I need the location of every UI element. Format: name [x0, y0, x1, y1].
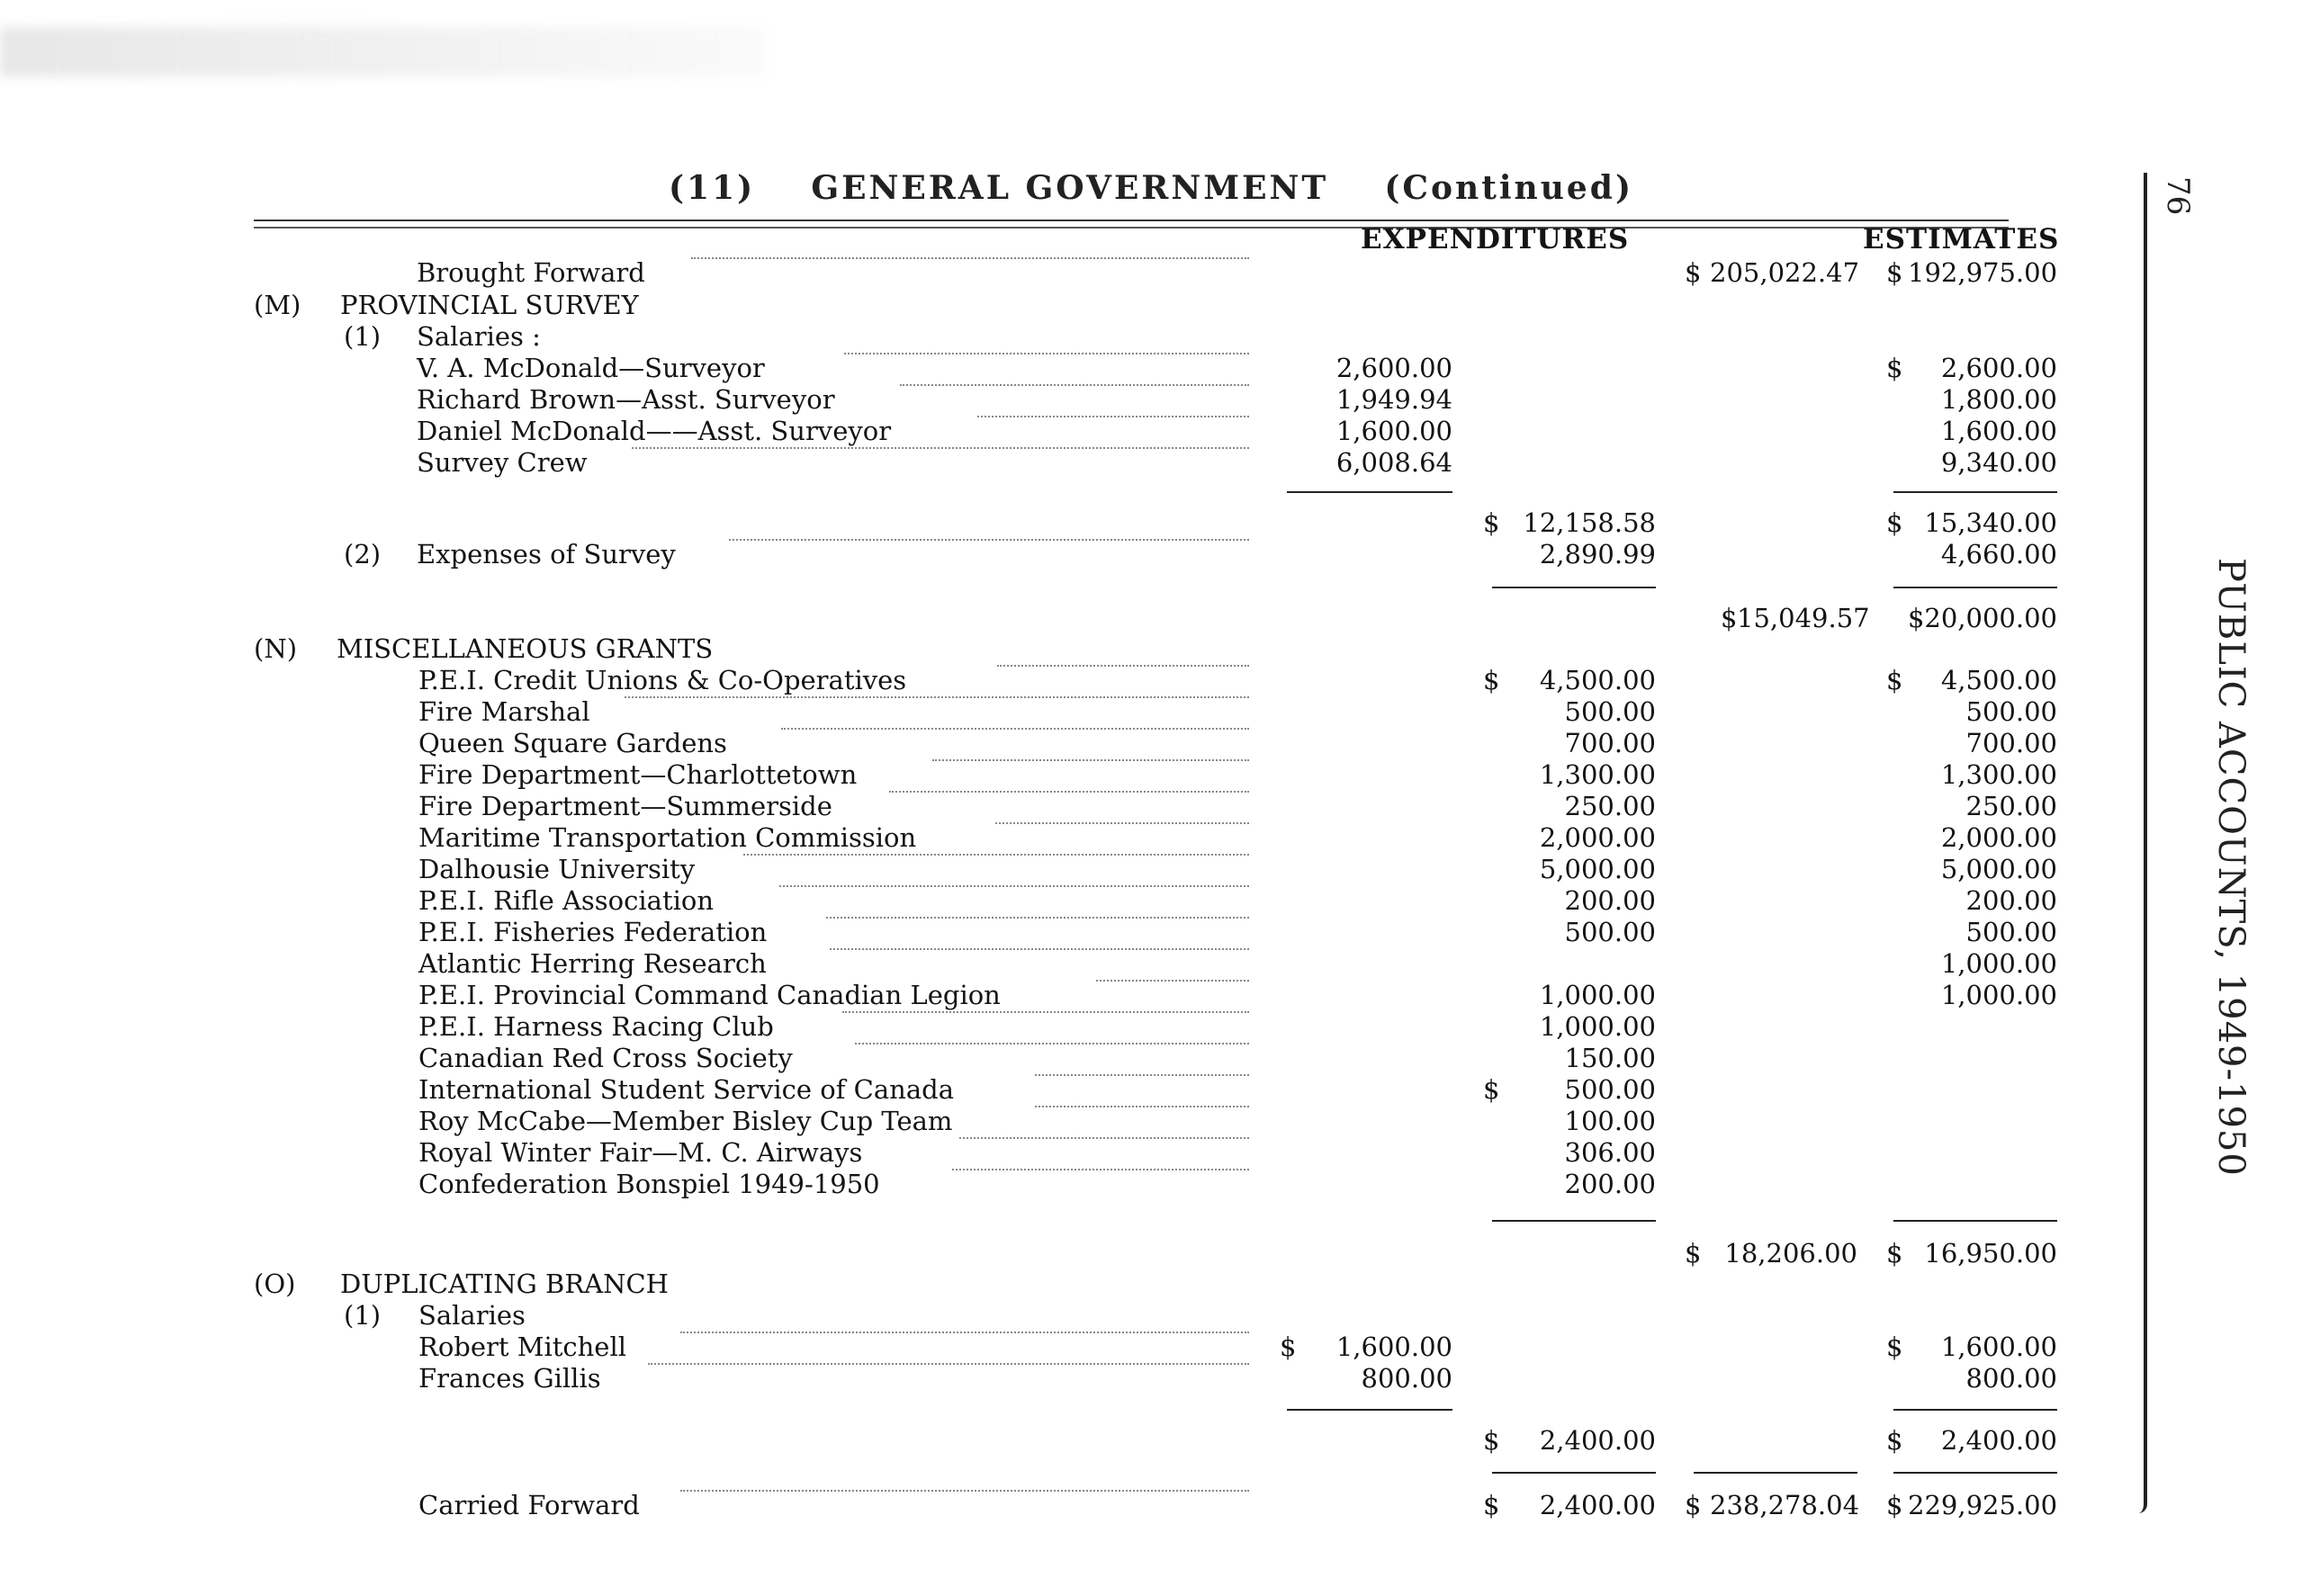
subtotal-rule [1893, 1220, 2057, 1222]
leader-dots [680, 1331, 1249, 1333]
row-label: Fire Department—Summerside [418, 791, 832, 821]
expenditure-value: 6,008.64 [1335, 447, 1452, 478]
grant-value: 700.00 [1564, 728, 1656, 758]
leader-dots [844, 353, 1249, 354]
leader-dots [691, 257, 1249, 259]
leader-dots [977, 416, 1249, 417]
table-row [0, 791, 2302, 821]
page-title [0, 169, 2302, 207]
section-title: DUPLICATING BRANCH [340, 1269, 669, 1299]
expenditure-value: 1,600.00 [1335, 416, 1452, 446]
title-continued: (Continued) [1384, 169, 1633, 207]
table-row [0, 854, 2302, 884]
section-total-row [0, 603, 2302, 633]
table-row [0, 885, 2302, 916]
subsection-heading [0, 321, 2302, 352]
row-label: P.E.I. Provincial Command Canadian Legion [418, 980, 1001, 1010]
dollar-sign: $ [1886, 1490, 1903, 1520]
leader-dots [830, 948, 1249, 950]
table-row [0, 384, 2302, 415]
estimate-value: 500.00 [1965, 696, 2057, 727]
grant-value: 250.00 [1564, 791, 1656, 821]
section-marker: (O) [254, 1269, 296, 1299]
table-row [0, 1363, 2302, 1394]
leader-dots [959, 1137, 1249, 1139]
subtotal-rule [1893, 587, 2057, 588]
estimate-value: 9,340.00 [1940, 447, 2057, 478]
row-label: Fire Marshal [418, 696, 590, 727]
leader-dots [855, 1043, 1249, 1045]
estimate-value: 200.00 [1965, 885, 2057, 916]
leader-dots [932, 759, 1249, 761]
grant-value: 150.00 [1564, 1043, 1656, 1073]
dollar-sign: $ [1886, 507, 1903, 538]
estimate-value: 1,600.00 [1940, 1331, 2057, 1362]
table-row [0, 980, 2302, 1010]
row-label: P.E.I. Harness Racing Club [418, 1011, 774, 1042]
leader-dots [842, 1011, 1249, 1013]
estimate-value: 700.00 [1965, 728, 2057, 758]
grant-value: 5,000.00 [1539, 854, 1656, 884]
row-label: Robert Mitchell [418, 1331, 627, 1362]
title-section-number: (11) [669, 169, 756, 207]
row-label: Expenses of Survey [417, 539, 676, 569]
subsection-marker: (1) [344, 321, 382, 352]
dollar-sign: $ [1685, 1490, 1702, 1520]
expenditure-total: 18,206.00 [1724, 1238, 1857, 1269]
dollar-sign: $ [1886, 1425, 1903, 1456]
row-label: Royal Winter Fair—M. C. Airways [418, 1137, 863, 1168]
carried-forward-row [0, 1490, 2302, 1520]
subsection-title: Salaries [418, 1300, 526, 1331]
subsection-heading [0, 1300, 2302, 1331]
row-label: V. A. McDonald—Surveyor [417, 353, 765, 383]
leader-dots [997, 665, 1249, 667]
section-marker: (M) [254, 290, 301, 320]
table-row [0, 447, 2302, 478]
table-row [0, 1331, 2302, 1362]
page-number: 76 [2160, 176, 2196, 216]
dollar-sign: $ [1483, 507, 1500, 538]
row-label: P.E.I. Rifle Association [418, 885, 715, 916]
dollar-sign: $ [1886, 353, 1903, 383]
expenditure-total: 238,278.04 [1710, 1490, 1860, 1520]
estimate-value: 500.00 [1965, 917, 2057, 947]
estimate-value: 1,300.00 [1940, 759, 2057, 790]
table-row [0, 759, 2302, 790]
estimate-value: 1,000.00 [1940, 948, 2057, 979]
estimate-value: 2,000.00 [1940, 822, 2057, 853]
table-row [0, 728, 2302, 758]
row-label: Queen Square Gardens [418, 728, 727, 758]
section-marker: (N) [254, 633, 298, 664]
row-label: Roy McCabe—Member Bisley Cup Team [418, 1106, 953, 1136]
grant-value: 1,000.00 [1539, 980, 1656, 1010]
estimate-total: $20,000.00 [1907, 603, 2057, 633]
table-row [0, 539, 2302, 569]
column-total: 2,400.00 [1539, 1490, 1656, 1520]
dollar-sign: $ [1886, 665, 1903, 695]
estimate-value: 2,600.00 [1940, 353, 2057, 383]
leader-dots [952, 1169, 1249, 1170]
leader-dots [632, 447, 1249, 449]
grant-value: 500.00 [1564, 917, 1656, 947]
row-label: Maritime Transportation Commission [418, 822, 917, 853]
estimate-total: 16,950.00 [1924, 1238, 2057, 1269]
expenditure-total: 205,022.47 [1710, 257, 1860, 288]
grant-value: 100.00 [1564, 1106, 1656, 1136]
expenditure-value: 800.00 [1361, 1363, 1452, 1394]
row-label: Canadian Red Cross Society [418, 1043, 793, 1073]
expenditure-value: 2,890.99 [1539, 539, 1656, 569]
total-rule [1492, 1472, 1656, 1474]
dollar-sign: $ [1685, 257, 1702, 288]
grant-value: 1,300.00 [1539, 759, 1656, 790]
row-label: Brought Forward [417, 257, 645, 288]
estimate-value: 800.00 [1965, 1363, 2057, 1394]
table-row [0, 948, 2302, 979]
row-label: Frances Gillis [418, 1363, 601, 1394]
section-total-row [0, 1238, 2302, 1269]
subtotal-rule [1287, 491, 1452, 493]
row-label: Daniel McDonald——Asst. Surveyor [417, 416, 892, 446]
leader-dots [1035, 1074, 1249, 1076]
estimate-value: 1,600.00 [1940, 416, 2057, 446]
expenditure-value: 1,949.94 [1335, 384, 1452, 415]
brought-forward-row [0, 257, 2302, 288]
table-row [0, 353, 2302, 383]
table-row [0, 1169, 2302, 1199]
row-label: Carried Forward [418, 1490, 640, 1520]
section-title: MISCELLANEOUS GRANTS [337, 633, 714, 664]
subtotal-rule [1893, 1409, 2057, 1411]
row-label: Atlantic Herring Research [418, 948, 767, 979]
grant-value: 1,000.00 [1539, 1011, 1656, 1042]
leader-dots [779, 885, 1249, 887]
leader-dots [625, 696, 1249, 698]
section-title: PROVINCIAL SURVEY [340, 290, 639, 320]
table-row [0, 1074, 2302, 1105]
dollar-sign: $ [1483, 1425, 1500, 1456]
estimate-total: 229,925.00 [1908, 1490, 2058, 1520]
section-heading [0, 633, 2302, 664]
subsection-marker: (1) [344, 1300, 382, 1331]
table-row [0, 1106, 2302, 1136]
scan-smudge [0, 27, 765, 76]
subtotal-rule [1893, 491, 2057, 493]
grant-value: 4,500.00 [1539, 665, 1656, 695]
dollar-sign: $ [1685, 1238, 1702, 1269]
table-row [0, 1043, 2302, 1073]
row-label: P.E.I. Credit Unions & Co-Operatives [418, 665, 907, 695]
estimate-value: 4,500.00 [1940, 665, 2057, 695]
title-main: GENERAL GOVERNMENT [811, 169, 1329, 207]
row-label: Confederation Bonspiel 1949-1950 [418, 1169, 880, 1199]
subtotal-row [0, 507, 2302, 538]
estimate-value: 1,800.00 [1940, 384, 2057, 415]
dollar-sign: $ [1886, 1331, 1903, 1362]
leader-dots [680, 1490, 1249, 1492]
leader-dots [826, 917, 1249, 919]
table-row [0, 822, 2302, 853]
estimate-value: 15,340.00 [1924, 507, 2057, 538]
grant-value: 200.00 [1564, 885, 1656, 916]
title-rule-bottom [254, 227, 2009, 229]
dollar-sign: $ [1483, 665, 1500, 695]
leader-dots [1096, 980, 1249, 982]
subtotal-rule [1287, 1409, 1452, 1411]
leader-dots [648, 1363, 1249, 1365]
table-row [0, 416, 2302, 446]
table-row [0, 696, 2302, 727]
grant-value: 306.00 [1564, 1137, 1656, 1168]
grant-value: 2,000.00 [1539, 822, 1656, 853]
leader-dots [1035, 1106, 1249, 1107]
dollar-sign: $ [1886, 257, 1903, 288]
subtotal-rule [1492, 587, 1656, 588]
dollar-sign: $ [1483, 1490, 1500, 1520]
leader-dots [781, 728, 1249, 730]
leader-dots [995, 822, 1249, 824]
row-label: Survey Crew [417, 447, 588, 478]
expenditures-header: EXPENDITURES [1361, 223, 1630, 256]
leader-dots [729, 539, 1249, 541]
estimate-total: 192,975.00 [1908, 257, 2058, 288]
estimate-value: 5,000.00 [1940, 854, 2057, 884]
total-rule [1694, 1472, 1857, 1474]
grant-value: 500.00 [1564, 696, 1656, 727]
dollar-sign: $ [1721, 603, 1738, 633]
title-rule-top [254, 220, 2009, 221]
subsection-title: Salaries : [417, 321, 541, 352]
grant-value: 500.00 [1564, 1074, 1656, 1105]
estimates-header: ESTIMATES [1863, 223, 2060, 256]
dollar-sign: $ [1886, 1238, 1903, 1269]
running-header: PUBLIC ACCOUNTS, 1949-1950 [2210, 558, 2252, 1177]
expenditure-total: 15,049.57 [1737, 603, 1870, 633]
section-heading [0, 1269, 2302, 1299]
dollar-sign: $ [1280, 1331, 1297, 1362]
row-label: P.E.I. Fisheries Federation [418, 917, 768, 947]
row-label: Richard Brown—Asst. Surveyor [417, 384, 835, 415]
estimate-value: 2,400.00 [1940, 1425, 2057, 1456]
row-label: International Student Service of Canada [418, 1074, 954, 1105]
subtotal-rule [1492, 1220, 1656, 1222]
grant-value: 200.00 [1564, 1169, 1656, 1199]
row-label: Dalhousie University [418, 854, 696, 884]
leader-dots [743, 854, 1249, 856]
leader-dots [889, 791, 1249, 793]
expenditure-value: 12,158.58 [1523, 507, 1656, 538]
table-row [0, 917, 2302, 947]
subtotal-row [0, 1425, 2302, 1456]
row-label: Fire Department—Charlottetown [418, 759, 858, 790]
estimate-value: 4,660.00 [1940, 539, 2057, 569]
table-row [0, 1011, 2302, 1042]
table-row [0, 1137, 2302, 1168]
dollar-sign: $ [1483, 1074, 1500, 1105]
expenditure-value: 2,400.00 [1539, 1425, 1656, 1456]
leader-dots [900, 384, 1249, 386]
subsection-marker: (2) [344, 539, 382, 569]
table-row [0, 665, 2302, 695]
expenditure-value: 1,600.00 [1335, 1331, 1452, 1362]
total-rule [1893, 1472, 2057, 1474]
estimate-value: 250.00 [1965, 791, 2057, 821]
expenditure-value: 2,600.00 [1335, 353, 1452, 383]
section-heading [0, 290, 2302, 320]
estimate-value: 1,000.00 [1940, 980, 2057, 1010]
